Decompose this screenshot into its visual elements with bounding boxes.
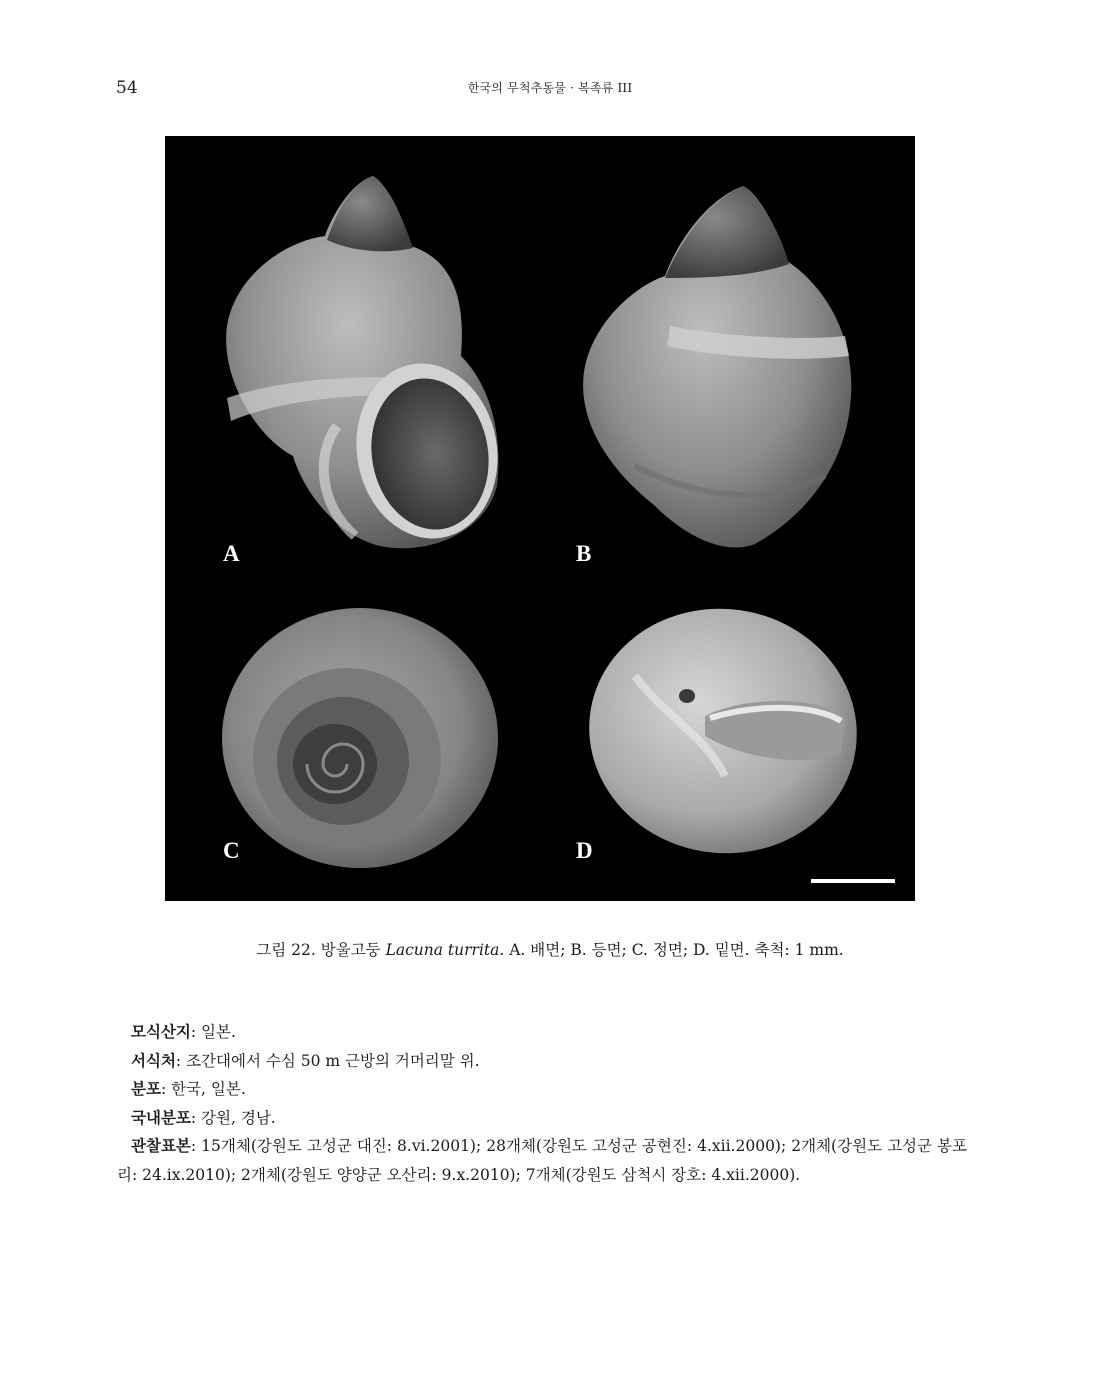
korean-distribution-label: 국내분포 [131, 1107, 191, 1127]
type-locality-label: 모식산지 [131, 1022, 191, 1041]
scale-bar [811, 879, 895, 883]
page-number: 54 [116, 78, 138, 98]
habitat-label: 서식처 [131, 1050, 176, 1070]
panel-label-d: D [576, 838, 593, 863]
habitat-line [117, 1047, 967, 1076]
type-locality-line [117, 1018, 967, 1047]
shell-a [226, 176, 511, 550]
korean-distribution-line [117, 1104, 967, 1133]
caption-suffix: . A. 배면; B. 등면; C. 정면; D. 밑면. 축척: 1 mm. [499, 941, 844, 959]
panel-label-c: C [223, 838, 240, 863]
shell-c [222, 608, 498, 868]
distribution-text: : 한국, 일본. [160, 1080, 246, 1098]
caption-species: Lacuna turrita [385, 941, 500, 959]
figure-caption [0, 938, 1100, 960]
panel-label-a: A [223, 541, 240, 566]
habitat-text: : 조간대에서 수심 50 m 근방의 거머리말 위. [175, 1051, 480, 1070]
distribution-label: 분포 [131, 1079, 161, 1098]
shell-b [583, 186, 851, 548]
specimens-label: 관찰표본 [131, 1136, 191, 1155]
type-locality-text: : 일본. [190, 1023, 236, 1041]
figure-plate [165, 136, 915, 901]
shell-photographs [165, 136, 915, 901]
running-header: 한국의 무척추동물 · 복족류 III [467, 81, 633, 95]
specimens-text: : 15개체(강원도 고성군 대진: 8.vi.2001); 28개체(강원도 고성군 공현진: 4.xii.2000); 2개체(강원도 고성군 봉포리: 24.ix.2010); 2개체(강원도 양양군 오산리: 9.x.2010); 7개체(강원도 삼척시 장호: 4.xii.2000). [117, 1137, 967, 1184]
korean-distribution-text: : 강원, 경남. [190, 1108, 276, 1127]
species-account [117, 1018, 967, 1189]
specimens-paragraph [117, 1132, 967, 1189]
shell-d [573, 592, 872, 871]
panel-label-b: B [576, 541, 592, 566]
distribution-line [117, 1075, 967, 1104]
caption-prefix: 그림 22. 방울고둥 [256, 941, 386, 959]
